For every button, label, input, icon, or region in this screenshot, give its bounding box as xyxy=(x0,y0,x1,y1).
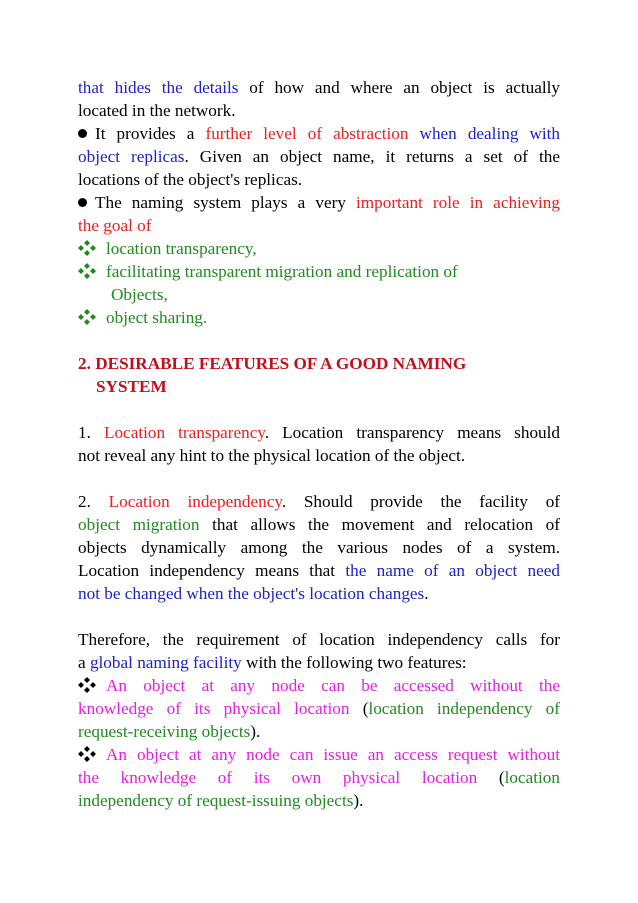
feature-item-1-line1: An object at any node can be accessed without the xyxy=(78,674,560,697)
goal-item-continuation: Objects, xyxy=(111,285,168,304)
section-heading: 2. DESIRABLE FEATURES OF A GOOD NAMING SYSTEM xyxy=(78,354,467,396)
bullet-naming-line1: The naming system plays a very important role in achieving xyxy=(78,191,560,214)
requirement-line2: a global naming facility with the following two features: xyxy=(78,653,467,672)
four-diamond-icon xyxy=(78,309,96,325)
document-page xyxy=(78,76,560,812)
feature-2-line1: 2. Location independency. Should provide the facility of xyxy=(78,492,561,511)
goal-item: object sharing. xyxy=(78,306,560,329)
feature-1-line2: not reveal any hint to the physical location of the object. xyxy=(78,446,466,465)
goal-item: location transparency, xyxy=(78,237,560,260)
feature-item-2-line1: An object at any node can issue an access request without xyxy=(78,743,560,766)
bullet-abstraction-line3: locations of the object's replicas. xyxy=(78,170,303,189)
feature-item-2-line2: the knowledge of its own physical location (location xyxy=(78,768,560,787)
bullet-abstraction-line2: object replicas. Given an object name, it returns a set of the xyxy=(78,147,560,166)
four-diamond-icon xyxy=(78,677,96,693)
goal-item: facilitating transparent migration and replication of xyxy=(78,260,560,283)
paragraph-intro-line2: located in the network. xyxy=(78,101,236,120)
four-diamond-icon xyxy=(78,240,96,256)
feature-2-line2: object migration that allows the movement and relocation of xyxy=(78,515,560,534)
feature-item-1-line3: request-receiving objects). xyxy=(78,722,261,741)
feature-item-1-line2: knowledge of its physical location (location independency of xyxy=(78,699,560,718)
feature-item-2-line3: independency of request-issuing objects). xyxy=(78,791,364,810)
bullet-icon xyxy=(78,129,87,138)
bullet-abstraction-line1: It provides a further level of abstraction when dealing with xyxy=(78,122,560,145)
feature-2-line5: not be changed when the object's location changes. xyxy=(78,584,429,603)
feature-2-line4: Location independency means that the name of an object need xyxy=(78,561,561,580)
bullet-icon xyxy=(78,198,87,207)
feature-1-line1: 1. Location transparency. Location transparency means should xyxy=(78,423,561,442)
four-diamond-icon xyxy=(78,746,96,762)
bullet-naming-line2: the goal of xyxy=(78,216,152,235)
requirement-line1: Therefore, the requirement of location independency calls for xyxy=(78,630,560,649)
four-diamond-icon xyxy=(78,263,96,279)
paragraph-intro-line1: that hides the details of how and where an object is actually xyxy=(78,78,560,97)
feature-2-line3: objects dynamically among the various nodes of a system. xyxy=(78,538,560,557)
